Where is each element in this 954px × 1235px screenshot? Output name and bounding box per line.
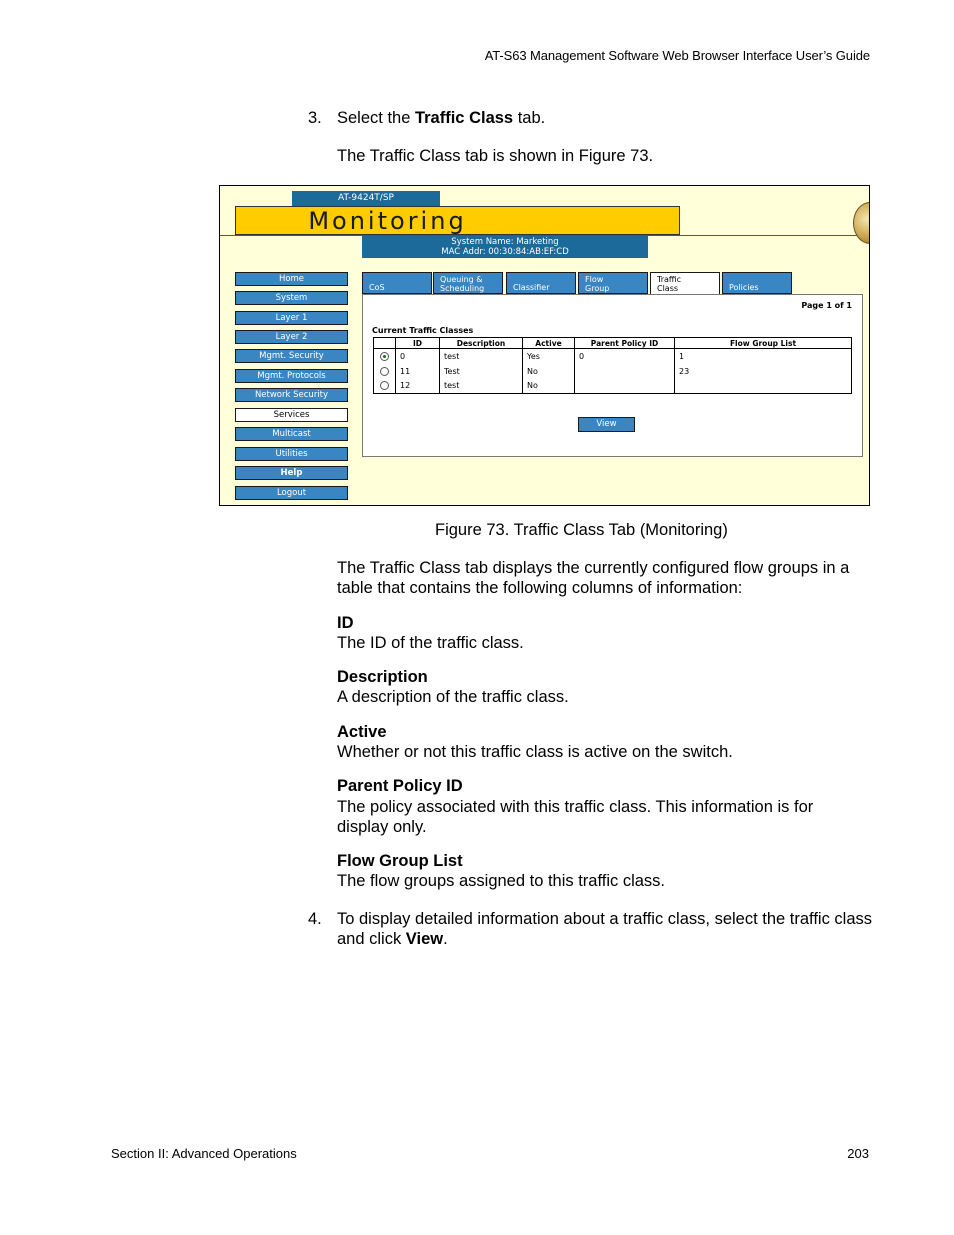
cell-description: test — [440, 349, 523, 364]
intro-paragraph: The Traffic Class tab displays the currently configured flow groups in a table that contains the following columns of information: — [337, 559, 850, 597]
def-term-active: Active — [337, 723, 387, 741]
col-description: Description — [440, 338, 523, 349]
footer-section: Section II: Advanced Operations — [111, 1146, 297, 1161]
row-radio[interactable] — [380, 367, 389, 376]
table-row[interactable] — [374, 364, 852, 379]
step-3-number: 3. — [308, 109, 322, 127]
step-3-note: The Traffic Class tab is shown in Figure 73. — [337, 147, 654, 165]
col-flow-group-list: Flow Group List — [675, 338, 852, 349]
nav-mgmt-security[interactable]: Mgmt. Security — [235, 349, 348, 363]
cell-id: 12 — [396, 379, 440, 394]
def-term-id: ID — [337, 614, 354, 632]
nav-home[interactable]: Home — [235, 272, 348, 286]
tab-queuing-scheduling[interactable]: Queuing & Scheduling — [433, 272, 503, 294]
footer-page-number: 203 — [847, 1146, 869, 1161]
nav-layer2[interactable]: Layer 2 — [235, 330, 348, 344]
def-desc-flow-group: The flow groups assigned to this traffic class. — [337, 872, 666, 890]
def-term-flow-group: Flow Group List — [337, 852, 463, 870]
nav-services[interactable]: Services — [235, 408, 348, 422]
figure-caption: Figure 73. Traffic Class Tab (Monitoring) — [435, 521, 728, 539]
view-button[interactable]: View — [578, 417, 635, 432]
tab-policies[interactable]: Policies — [722, 272, 792, 294]
col-id: ID — [396, 338, 440, 349]
cell-parent — [575, 364, 675, 379]
row-radio[interactable] — [380, 352, 389, 361]
nav-network-security[interactable]: Network Security — [235, 388, 348, 402]
step-3-text: Select the Traffic Class tab. — [337, 109, 546, 127]
system-info — [362, 236, 648, 258]
cell-parent: 0 — [575, 349, 675, 364]
tab-classifier[interactable]: Classifier — [506, 272, 576, 294]
step-4-number: 4. — [308, 910, 322, 928]
table-header-row — [374, 338, 852, 349]
cell-description: test — [440, 379, 523, 394]
tab-flow-group[interactable]: Flow Group — [578, 272, 648, 294]
def-desc-parent-policy: The policy associated with this traffic class. This information is for display only. — [337, 798, 814, 836]
cell-id: 0 — [396, 349, 440, 364]
cell-active: No — [523, 379, 575, 394]
table-row[interactable] — [374, 349, 852, 364]
page-indicator: Page 1 of 1 — [801, 301, 852, 310]
traffic-class-table — [373, 337, 852, 394]
tab-traffic-class[interactable]: Traffic Class — [650, 272, 720, 295]
nav-system[interactable]: System — [235, 291, 348, 305]
nav-logout[interactable]: Logout — [235, 486, 348, 500]
running-header: AT-S63 Management Software Web Browser Interface User’s Guide — [484, 48, 870, 63]
def-desc-id: The ID of the traffic class. — [337, 634, 524, 652]
view-term: View — [405, 930, 444, 948]
nav-help[interactable]: Help — [235, 466, 348, 480]
monitoring-title: Monitoring — [308, 207, 467, 235]
col-active: Active — [523, 338, 575, 349]
nav-multicast[interactable]: Multicast — [235, 427, 348, 441]
model-label: AT-9424T/SP — [292, 191, 440, 206]
cell-flow: 23 — [675, 364, 852, 379]
def-term-parent-policy: Parent Policy ID — [337, 777, 463, 795]
cell-parent — [575, 379, 675, 394]
nav-layer1[interactable]: Layer 1 — [235, 311, 348, 325]
def-desc-description: A description of the traffic class. — [337, 688, 569, 706]
step-4-text: To display detailed information about a traffic class, select the traffic class and click View. — [337, 910, 872, 948]
cell-description: Test — [440, 364, 523, 379]
cell-id: 11 — [396, 364, 440, 379]
cell-active: No — [523, 364, 575, 379]
nav-mgmt-protocols[interactable]: Mgmt. Protocols — [235, 369, 348, 383]
globe-icon — [853, 202, 870, 244]
nav-utilities[interactable]: Utilities — [235, 447, 348, 461]
tab-cos[interactable]: CoS — [362, 272, 432, 294]
cell-flow: 1 — [675, 349, 852, 364]
traffic-class-panel — [362, 294, 863, 457]
cell-flow — [675, 379, 852, 394]
def-desc-active: Whether or not this traffic class is active on the switch. — [337, 743, 733, 761]
col-select — [374, 338, 396, 349]
mac-address: MAC Addr: 00:30:84:AB:EF:CD — [441, 247, 569, 257]
monitoring-banner — [235, 206, 680, 235]
table-row[interactable] — [374, 379, 852, 394]
system-name: System Name: Marketing — [451, 237, 559, 247]
cell-active: Yes — [523, 349, 575, 364]
row-radio[interactable] — [380, 381, 389, 390]
traffic-class-term: Traffic Class — [414, 109, 514, 127]
figure-screenshot — [219, 185, 870, 506]
table-title: Current Traffic Classes — [372, 326, 474, 335]
def-term-description: Description — [337, 668, 428, 686]
col-parent-policy: Parent Policy ID — [575, 338, 675, 349]
